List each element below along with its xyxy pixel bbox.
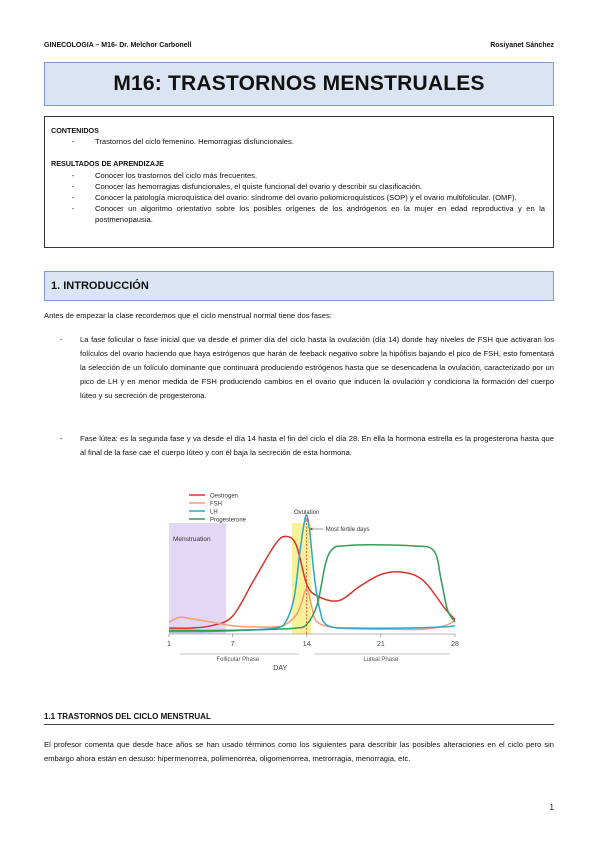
ovulation-marker-icon: ⊗ <box>304 518 310 524</box>
hormone-cycle-chart <box>165 489 460 679</box>
menstruation-label: Menstruation <box>173 536 211 543</box>
objectives-box <box>44 116 554 248</box>
legend-label-oestrogen: Oestrogen <box>210 493 239 500</box>
intro-text: Antes de empezar la clase recordemos que el ciclo menstrual normal tiene dos fases: <box>44 311 332 320</box>
page-number: 1 <box>549 803 554 812</box>
legend-label-progesterone: Progesterone <box>210 517 247 524</box>
follicular-phase-label: Follicular Phase <box>216 657 260 663</box>
subsection-heading: 1.1 TRASTORNOS DEL CICLO MENSTRUAL <box>44 712 554 725</box>
resultados-item: - Conocer la patología microquística del ovario: síndrome del ovario poliomicroquísticos (SOP) y el ovario multifolicular. (OMF). <box>71 193 517 203</box>
luteal-phase-label: Luteal Phase <box>363 657 399 663</box>
x-tick-label: 14 <box>302 641 311 648</box>
legend-label-lh: LH <box>210 509 218 516</box>
header-course: GINECOLOGIA – M16- Dr. Melchor Carbonell <box>44 42 192 49</box>
title-box <box>44 62 554 106</box>
resultados-item: - Conocer un algoritmo orientativo sobre los posibles orígenes de los andrógenos en la mujer en edad reproductiva y en la postmenopausia. <box>71 204 545 225</box>
contenidos-label: CONTENIDOS <box>51 126 99 135</box>
x-tick-label: 28 <box>451 641 459 648</box>
resultados-item: - Conocer las hemorragias disfuncionales, el quiste funcional del ovario y describir su clasificación. <box>71 181 423 191</box>
resultados-label: RESULTADOS DE APRENDIZAJE <box>51 159 164 169</box>
contenidos-item: - Trastornos del ciclo femenino. Hemorragias disfuncionales. <box>71 137 294 147</box>
fertile-days-label: Most fertile days <box>325 527 370 533</box>
resultados-item: - Conocer los trastornos del ciclo más frecuentes. <box>71 170 258 180</box>
section-heading: 1. INTRODUCCIÓN <box>51 280 149 292</box>
x-tick-label: 1 <box>167 641 171 648</box>
page-title: M16: TRASTORNOS MENSTRUALES <box>113 72 485 95</box>
x-tick-label: 7 <box>230 641 235 648</box>
bullet-paragraph: - La fase folicular o fase inicial que va desde el primer día del ciclo hasta la ovulación (día 14) donde hay niveles de FSH que activaran los folículos del ovario haciendo que haya estrógenos que harán de feeback negativo sobre la hipófisis bajando el pico de FSH, esto fomentará la selección de un folículo dominante que continuará produciendo estrógenos hasta que se desencadena la ovulación, caracterizado por un pico de LH y en menor medida de FSH produciendo cambios en el ovario que inducen la ovulación y condiciona la formación del cuerpo lúteo y su secreción de progesterona. <box>60 335 554 400</box>
header-author: Rosiyanet Sánchez <box>490 42 554 49</box>
subsection-text: El profesor comenta que desde hace años se han usado términos como los siguientes para describir las posibles alteraciones en el ciclo pero sin embargo ahora están en desuso: hipermenorrea, polimenorrea, oligomenorrea, metrorragia, menorragia, etc. <box>44 740 554 763</box>
bullet-paragraph: - Fase lútea: es la segunda fase y va desde el día 14 hasta el fin del ciclo el día 28. En ella la hormona estrella es la progesterona hasta que al final de la fase cae el cuerpo lúteo y con él baja la secreción de esta hormona. <box>60 434 554 457</box>
legend-label-fsh: FSH <box>210 501 222 508</box>
section-heading-box <box>44 271 554 301</box>
x-tick-label: 21 <box>376 641 385 648</box>
x-axis-label: DAY <box>273 665 288 672</box>
ovulation-label: Ovulation <box>294 510 320 516</box>
